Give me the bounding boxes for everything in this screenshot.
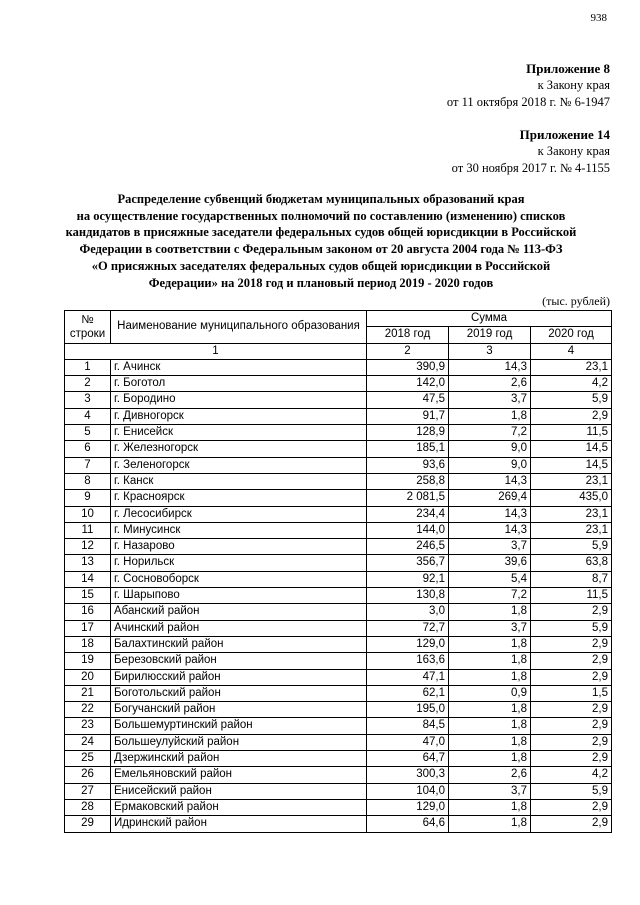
value-2018-cell: 258,8 bbox=[367, 473, 449, 489]
value-2019-cell: 3,7 bbox=[449, 620, 531, 636]
value-2019-cell: 1,8 bbox=[449, 718, 531, 734]
row-number-cell: 23 bbox=[65, 718, 111, 734]
row-number-cell: 10 bbox=[65, 506, 111, 522]
value-2020-cell: 14,5 bbox=[531, 441, 612, 457]
table-body bbox=[65, 359, 612, 832]
value-2019-cell: 0,9 bbox=[449, 685, 531, 701]
municipality-name-cell: г. Шарыпово bbox=[111, 588, 367, 604]
table-row bbox=[65, 490, 612, 506]
value-2020-cell: 2,9 bbox=[531, 799, 612, 815]
row-number-cell: 17 bbox=[65, 620, 111, 636]
row-number-cell: 27 bbox=[65, 783, 111, 799]
value-2020-cell: 2,9 bbox=[531, 816, 612, 832]
value-2019-cell: 1,8 bbox=[449, 408, 531, 424]
appendix-14-block bbox=[452, 126, 610, 177]
appendix-8-line2: от 11 октября 2018 г. № 6-1947 bbox=[446, 95, 610, 109]
value-2018-cell: 185,1 bbox=[367, 441, 449, 457]
value-2020-cell: 2,9 bbox=[531, 653, 612, 669]
column-number-4: 4 bbox=[531, 343, 612, 359]
row-number-cell: 15 bbox=[65, 588, 111, 604]
value-2019-cell: 1,8 bbox=[449, 653, 531, 669]
value-2019-cell: 1,8 bbox=[449, 604, 531, 620]
value-2020-cell: 11,5 bbox=[531, 425, 612, 441]
table-row bbox=[65, 425, 612, 441]
row-number-cell: 18 bbox=[65, 636, 111, 652]
value-2019-cell: 3,7 bbox=[449, 539, 531, 555]
table-row bbox=[65, 522, 612, 538]
table-row bbox=[65, 751, 612, 767]
value-2018-cell: 142,0 bbox=[367, 376, 449, 392]
value-2020-cell: 5,9 bbox=[531, 783, 612, 799]
value-2019-cell: 14,3 bbox=[449, 506, 531, 522]
table-row bbox=[65, 636, 612, 652]
value-2019-cell: 1,8 bbox=[449, 636, 531, 652]
value-2018-cell: 356,7 bbox=[367, 555, 449, 571]
value-2020-cell: 4,2 bbox=[531, 767, 612, 783]
table-row bbox=[65, 799, 612, 815]
value-2018-cell: 390,9 bbox=[367, 359, 449, 375]
table-row bbox=[65, 620, 612, 636]
row-number-cell: 8 bbox=[65, 473, 111, 489]
value-2019-cell: 3,7 bbox=[449, 783, 531, 799]
table-row bbox=[65, 539, 612, 555]
value-2019-cell: 1,8 bbox=[449, 669, 531, 685]
row-number-cell: 1 bbox=[65, 359, 111, 375]
table-row bbox=[65, 588, 612, 604]
municipality-name-cell: Енисейский район bbox=[111, 783, 367, 799]
table-row bbox=[65, 685, 612, 701]
municipality-name-cell: Абанский район bbox=[111, 604, 367, 620]
municipality-name-cell: г. Сосновоборск bbox=[111, 571, 367, 587]
table-row bbox=[65, 718, 612, 734]
value-2020-cell: 8,7 bbox=[531, 571, 612, 587]
value-2018-cell: 246,5 bbox=[367, 539, 449, 555]
value-2018-cell: 144,0 bbox=[367, 522, 449, 538]
table-row bbox=[65, 669, 612, 685]
document-title-line: Распределение субвенций бюджетам муниципальных образований края bbox=[117, 192, 525, 206]
page-number: 938 bbox=[590, 12, 607, 24]
row-number-cell: 26 bbox=[65, 767, 111, 783]
value-2020-cell: 11,5 bbox=[531, 588, 612, 604]
value-2018-cell: 129,0 bbox=[367, 636, 449, 652]
municipality-name-cell: Березовский район bbox=[111, 653, 367, 669]
header-row-number-line2: строки bbox=[69, 327, 106, 340]
municipality-name-cell: г. Назарово bbox=[111, 539, 367, 555]
table-row bbox=[65, 783, 612, 799]
row-number-cell: 28 bbox=[65, 799, 111, 815]
document-title-line: «О присяжных заседателях федеральных судов общей юрисдикции в Российской bbox=[91, 258, 551, 273]
header-2020: 2020 год bbox=[531, 327, 612, 343]
value-2019-cell: 7,2 bbox=[449, 588, 531, 604]
municipality-name-cell: Ачинский район bbox=[111, 620, 367, 636]
municipality-name-cell: г. Боготол bbox=[111, 376, 367, 392]
municipality-name-cell: г. Минусинск bbox=[111, 522, 367, 538]
value-2019-cell: 1,8 bbox=[449, 751, 531, 767]
value-2018-cell: 64,7 bbox=[367, 751, 449, 767]
appendix-14-title: Приложение 14 bbox=[519, 127, 610, 142]
table-row bbox=[65, 441, 612, 457]
value-2020-cell: 5,9 bbox=[531, 392, 612, 408]
value-2018-cell: 129,0 bbox=[367, 799, 449, 815]
municipality-name-cell: г. Енисейск bbox=[111, 425, 367, 441]
row-number-cell: 25 bbox=[65, 751, 111, 767]
value-2018-cell: 93,6 bbox=[367, 457, 449, 473]
table-row bbox=[65, 506, 612, 522]
value-2019-cell: 7,2 bbox=[449, 425, 531, 441]
value-2019-cell: 2,6 bbox=[449, 767, 531, 783]
municipality-name-cell: Ермаковский район bbox=[111, 799, 367, 815]
value-2020-cell: 14,5 bbox=[531, 457, 612, 473]
value-2018-cell: 47,1 bbox=[367, 669, 449, 685]
municipality-name-cell: Бирилюсский район bbox=[111, 669, 367, 685]
municipality-name-cell: г. Бородино bbox=[111, 392, 367, 408]
value-2019-cell: 14,3 bbox=[449, 359, 531, 375]
row-number-cell: 29 bbox=[65, 816, 111, 832]
row-number-cell: 6 bbox=[65, 441, 111, 457]
row-number-cell: 9 bbox=[65, 490, 111, 506]
value-2020-cell: 4,2 bbox=[531, 376, 612, 392]
value-2018-cell: 47,0 bbox=[367, 734, 449, 750]
value-2019-cell: 9,0 bbox=[449, 457, 531, 473]
value-2018-cell: 62,1 bbox=[367, 685, 449, 701]
value-2018-cell: 234,4 bbox=[367, 506, 449, 522]
municipality-name-cell: г. Ачинск bbox=[111, 359, 367, 375]
row-number-cell: 4 bbox=[65, 408, 111, 424]
value-2019-cell: 9,0 bbox=[449, 441, 531, 457]
table-row bbox=[65, 604, 612, 620]
table-row bbox=[65, 653, 612, 669]
value-2019-cell: 1,8 bbox=[449, 799, 531, 815]
value-2020-cell: 23,1 bbox=[531, 473, 612, 489]
value-2018-cell: 3,0 bbox=[367, 604, 449, 620]
table-row bbox=[65, 816, 612, 832]
header-row-number-line1: № bbox=[81, 313, 94, 326]
value-2020-cell: 2,9 bbox=[531, 702, 612, 718]
table-row bbox=[65, 457, 612, 473]
municipality-name-cell: г. Дивногорск bbox=[111, 408, 367, 424]
value-2018-cell: 130,8 bbox=[367, 588, 449, 604]
row-number-cell: 20 bbox=[65, 669, 111, 685]
header-row-number bbox=[65, 311, 111, 344]
document-title-line: Федерации» на 2018 год и плановый период 2019 - 2020 годов bbox=[148, 275, 494, 290]
row-number-cell: 22 bbox=[65, 702, 111, 718]
row-number-cell: 11 bbox=[65, 522, 111, 538]
row-number-cell: 19 bbox=[65, 653, 111, 669]
value-2020-cell: 2,9 bbox=[531, 636, 612, 652]
value-2020-cell: 23,1 bbox=[531, 506, 612, 522]
value-2018-cell: 91,7 bbox=[367, 408, 449, 424]
row-number-cell: 21 bbox=[65, 685, 111, 701]
value-2018-cell: 92,1 bbox=[367, 571, 449, 587]
row-number-cell: 16 bbox=[65, 604, 111, 620]
municipality-name-cell: Идринский район bbox=[111, 816, 367, 832]
appendix-8-title: Приложение 8 bbox=[526, 61, 610, 76]
appendix-8-line1: к Закону края bbox=[537, 78, 610, 92]
table-row bbox=[65, 571, 612, 587]
table-row bbox=[65, 702, 612, 718]
header-2018: 2018 год bbox=[367, 327, 449, 343]
value-2018-cell: 84,5 bbox=[367, 718, 449, 734]
value-2020-cell: 5,9 bbox=[531, 620, 612, 636]
value-2020-cell: 2,9 bbox=[531, 408, 612, 424]
header-municipality: Наименование муниципального образования bbox=[111, 311, 367, 344]
municipality-name-cell: г. Зеленогорск bbox=[111, 457, 367, 473]
value-2019-cell: 1,8 bbox=[449, 702, 531, 718]
header-sum: Сумма bbox=[367, 311, 612, 327]
municipality-name-cell: г. Лесосибирск bbox=[111, 506, 367, 522]
column-number-3: 3 bbox=[449, 343, 531, 359]
table-row bbox=[65, 767, 612, 783]
municipality-name-cell: г. Канск bbox=[111, 473, 367, 489]
value-2018-cell: 300,3 bbox=[367, 767, 449, 783]
value-2019-cell: 1,8 bbox=[449, 816, 531, 832]
row-number-cell: 14 bbox=[65, 571, 111, 587]
value-2019-cell: 14,3 bbox=[449, 522, 531, 538]
row-number-cell: 12 bbox=[65, 539, 111, 555]
table-row bbox=[65, 734, 612, 750]
value-2020-cell: 5,9 bbox=[531, 539, 612, 555]
value-2020-cell: 2,9 bbox=[531, 669, 612, 685]
table-row bbox=[65, 359, 612, 375]
municipality-name-cell: Балахтинский район bbox=[111, 636, 367, 652]
document-title-line: Федерации в соответствии с Федеральным законом от 20 августа 2004 года № 113-ФЗ bbox=[79, 242, 563, 257]
value-2019-cell: 5,4 bbox=[449, 571, 531, 587]
table-row bbox=[65, 376, 612, 392]
table-row bbox=[65, 473, 612, 489]
value-2020-cell: 63,8 bbox=[531, 555, 612, 571]
value-2019-cell: 14,3 bbox=[449, 473, 531, 489]
table-row bbox=[65, 555, 612, 571]
municipality-name-cell: Большемуртинский район bbox=[111, 718, 367, 734]
appendix-14-line2: от 30 ноября 2017 г. № 4-1155 bbox=[451, 161, 610, 175]
municipality-name-cell: Боготольский район bbox=[111, 685, 367, 701]
value-2020-cell: 23,1 bbox=[531, 359, 612, 375]
document-title-line: кандидатов в присяжные заседатели федеральных судов общей юрисдикции в Российской bbox=[65, 225, 577, 240]
header-2019: 2019 год bbox=[449, 327, 531, 343]
municipality-name-cell: г. Норильск bbox=[111, 555, 367, 571]
municipality-name-cell: Богучанский район bbox=[111, 702, 367, 718]
municipality-name-cell: Емельяновский район bbox=[111, 767, 367, 783]
column-number-2: 2 bbox=[367, 343, 449, 359]
value-2018-cell: 195,0 bbox=[367, 702, 449, 718]
document-title-line: на осуществление государственных полномочий по составлению (изменению) списков bbox=[76, 208, 566, 223]
table-row bbox=[65, 408, 612, 424]
value-2020-cell: 2,9 bbox=[531, 734, 612, 750]
municipality-name-cell: Большеулуйский район bbox=[111, 734, 367, 750]
value-2019-cell: 1,8 bbox=[449, 734, 531, 750]
row-number-cell: 7 bbox=[65, 457, 111, 473]
value-2018-cell: 104,0 bbox=[367, 783, 449, 799]
value-2020-cell: 2,9 bbox=[531, 604, 612, 620]
document-title bbox=[40, 191, 602, 291]
value-2018-cell: 72,7 bbox=[367, 620, 449, 636]
table-row bbox=[65, 392, 612, 408]
municipality-name-cell: Дзержинский район bbox=[111, 751, 367, 767]
units-label: (тыс. рублей) bbox=[542, 294, 610, 308]
value-2020-cell: 23,1 bbox=[531, 522, 612, 538]
value-2020-cell: 435,0 bbox=[531, 490, 612, 506]
value-2018-cell: 2 081,5 bbox=[367, 490, 449, 506]
row-number-cell: 3 bbox=[65, 392, 111, 408]
row-number-cell: 2 bbox=[65, 376, 111, 392]
subsidy-table bbox=[64, 310, 612, 833]
municipality-name-cell: г. Железногорск bbox=[111, 441, 367, 457]
value-2019-cell: 269,4 bbox=[449, 490, 531, 506]
value-2019-cell: 2,6 bbox=[449, 376, 531, 392]
value-2020-cell: 2,9 bbox=[531, 751, 612, 767]
value-2018-cell: 128,9 bbox=[367, 425, 449, 441]
value-2019-cell: 39,6 bbox=[449, 555, 531, 571]
value-2019-cell: 3,7 bbox=[449, 392, 531, 408]
value-2018-cell: 163,6 bbox=[367, 653, 449, 669]
row-number-cell: 5 bbox=[65, 425, 111, 441]
value-2018-cell: 47,5 bbox=[367, 392, 449, 408]
appendix-8-block bbox=[447, 60, 610, 111]
row-number-cell: 13 bbox=[65, 555, 111, 571]
column-number-1: 1 bbox=[65, 343, 367, 359]
municipality-name-cell: г. Красноярск bbox=[111, 490, 367, 506]
value-2020-cell: 1,5 bbox=[531, 685, 612, 701]
row-number-cell: 24 bbox=[65, 734, 111, 750]
value-2018-cell: 64,6 bbox=[367, 816, 449, 832]
appendix-14-line1: к Закону края bbox=[537, 144, 610, 158]
value-2020-cell: 2,9 bbox=[531, 718, 612, 734]
